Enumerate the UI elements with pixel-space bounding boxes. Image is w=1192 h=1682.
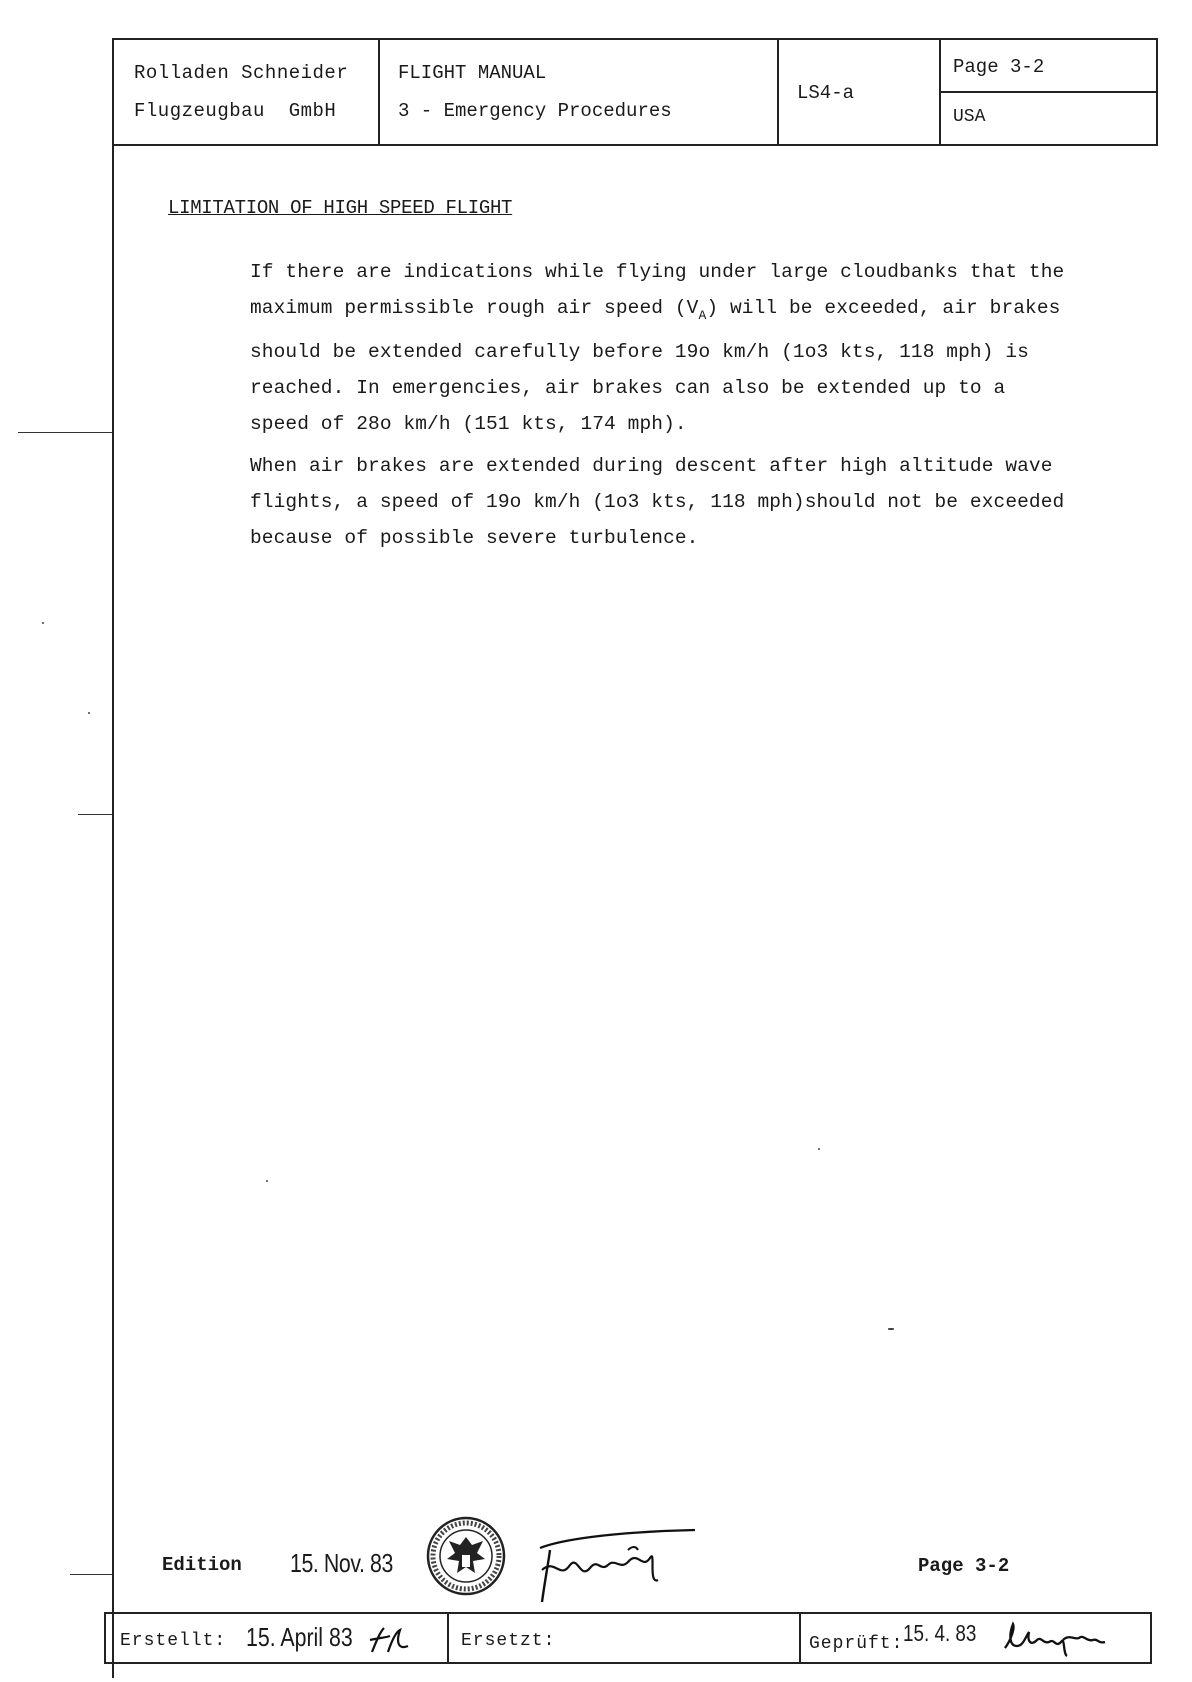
company-cell: [114, 40, 380, 144]
manual-cell: [380, 40, 779, 144]
page-frame-left-border: [112, 38, 114, 1678]
paragraph-2: When air brakes are extended during descent after high altitude wave flights, a speed of 19o km/h (1o3 kts, 118 mph)should not be exceeded because of possible severe turbulence.: [250, 455, 1065, 549]
created-cell: [106, 1614, 449, 1662]
aircraft-model: LS4-a: [797, 82, 855, 104]
paragraph-1-text-b: ) will be exceeded, air brakes should be extended carefully before 19o km/h (1o3 kts, 118 mph) is reached. In emergencies, air brakes can also be extended up to a speed of 28o km/h (151 kts, 174 mph).: [250, 297, 1061, 435]
edition-signature: [520, 1510, 700, 1605]
checked-cell: [801, 1614, 1150, 1662]
margin-tick: [70, 1574, 112, 1575]
created-date: 15. April 83: [246, 1622, 353, 1652]
page-region-cell: [941, 40, 1156, 144]
edition-label: Edition: [162, 1554, 242, 1576]
model-cell: [779, 40, 941, 144]
edition-date: 15. Nov. 83: [290, 1548, 393, 1578]
document-header: [112, 38, 1158, 146]
created-label: Erstellt:: [120, 1631, 227, 1651]
margin-tick: [78, 814, 112, 815]
checked-date: 15. 4. 83: [903, 1620, 977, 1646]
chapter-title: 3 - Emergency Procedures: [398, 100, 672, 122]
scan-speck: [88, 712, 90, 714]
va-subscript: A: [698, 308, 707, 323]
scan-speck: [818, 1148, 820, 1150]
paragraph-1: [250, 254, 1070, 442]
company-name: Rolladen Schneider: [134, 62, 349, 84]
section-heading: LIMITATION OF HIGH SPEED FLIGHT: [168, 197, 513, 219]
header-region: USA: [953, 107, 986, 127]
checked-label: Geprüft:: [809, 1634, 904, 1654]
manual-title: FLIGHT MANUAL: [398, 62, 547, 84]
replaced-cell: [449, 1614, 801, 1662]
paragraph-1-text-a: If there are indications while flying under large cloudbanks that the maximum permissible rough air speed (V: [250, 261, 1065, 319]
header-page-number: Page 3-2: [941, 40, 1156, 93]
replaced-label: Ersetzt:: [461, 1631, 556, 1651]
scan-speck: [266, 1180, 268, 1182]
created-initials: [366, 1622, 412, 1658]
authority-seal-stamp: [425, 1515, 507, 1597]
company-type: Flugzeugbau GmbH: [134, 100, 337, 122]
checked-signature: [1001, 1620, 1111, 1658]
scan-speck: [888, 1328, 894, 1330]
scan-speck: [42, 622, 44, 624]
approval-bar: [104, 1612, 1152, 1664]
margin-tick: [18, 432, 112, 433]
footer-page-number: Page 3-2: [918, 1555, 1010, 1577]
